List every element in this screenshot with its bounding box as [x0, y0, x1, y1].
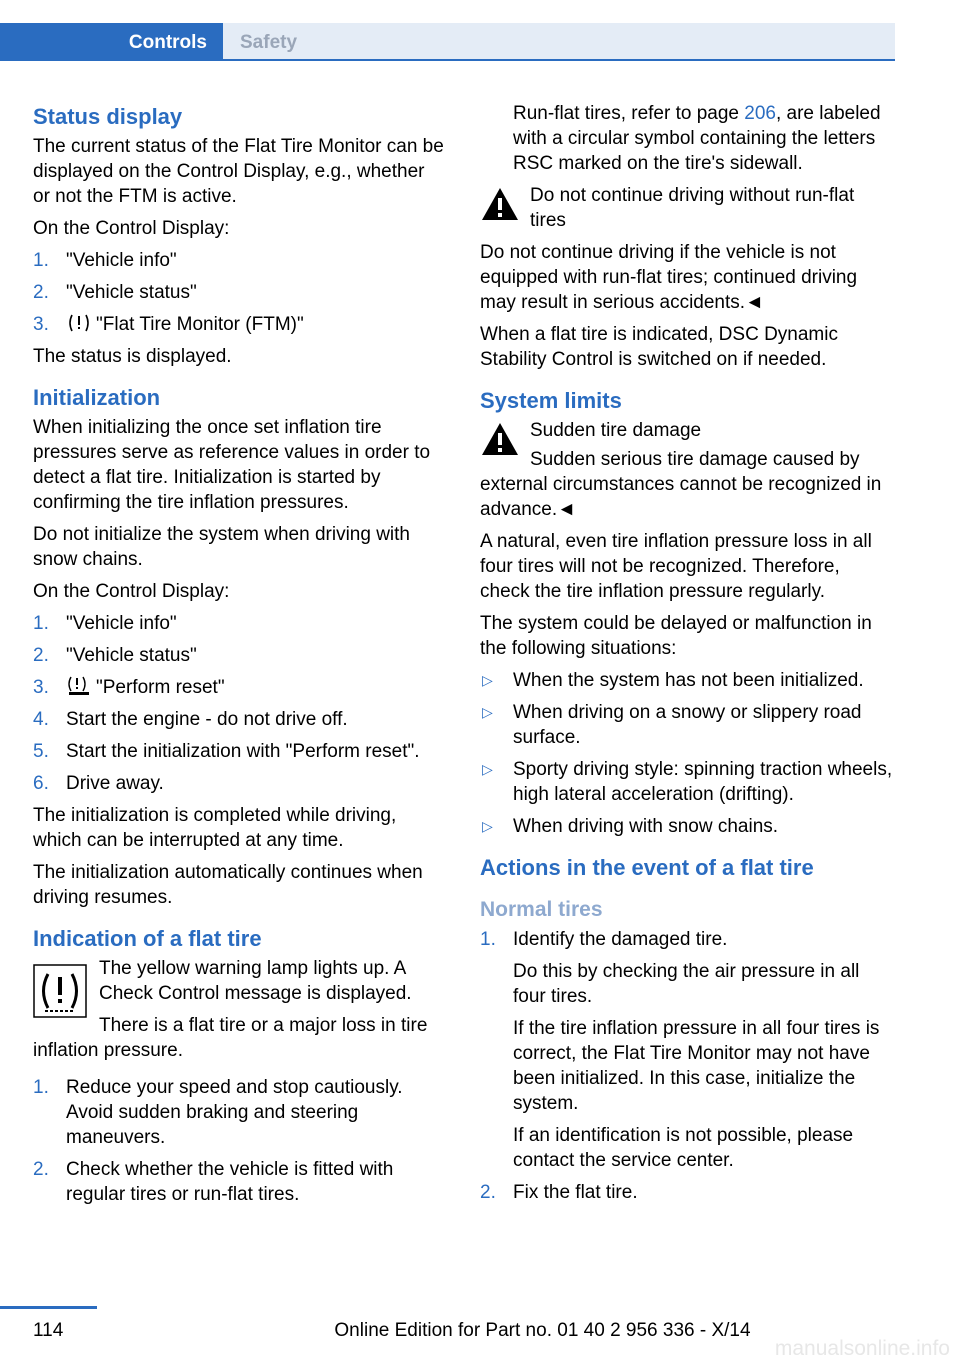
initialization-heading: Initialization	[33, 385, 161, 410]
list-item: 3. "Flat Tire Monitor (FTM)"	[33, 314, 304, 335]
limits-paragraph-2: The system could be delayed or malfunction in the following situations:	[480, 613, 872, 659]
warning-runflat-body: Do not continue driving if the vehicle is not equipped with run-flat tires; continued driving may result in serious accidents.◄	[480, 242, 858, 313]
list-item: 6. Drive away.	[33, 773, 164, 794]
list-item: 2. "Vehicle status"	[33, 282, 197, 303]
warning-lamp-block	[33, 956, 446, 1006]
list-item: 5. Start the initialization with "Perform reset".	[33, 741, 420, 762]
init-paragraph-1: When initializing the once set inflation tire pressures serve as reference values in order to detect a flat tire. Initialization is started by confirming the tire inflation pressures.	[33, 417, 431, 513]
list-item: 4. Start the engine - do not drive off.	[33, 709, 348, 730]
system-limits-heading: System limits	[480, 388, 622, 413]
init-paragraph-4: The initialization automatically continues when driving resumes.	[33, 862, 423, 908]
tab-safety[interactable]: Safety	[223, 23, 895, 61]
status-intro: The current status of the Flat Tire Monitor can be displayed on the Control Display, e.g., whether or not the FTM is active.	[33, 136, 444, 207]
page-link-206[interactable]: 206	[744, 103, 776, 124]
limits-bullets	[480, 668, 894, 839]
warning-triangle-icon	[480, 421, 520, 457]
flat-tire-lamp-text: The yellow warning lamp lights up. A Check Control message is displayed.	[99, 958, 412, 1004]
status-result: The status is displayed.	[33, 346, 232, 367]
list-item: 2. Fix the flat tire.	[480, 1182, 638, 1203]
list-item: 1. Identify the damaged tire. Do this by checking the air pressure in all four tires. If the tire inflation pressure in all four tires is correct, the Flat Tire Monitor may not have been initialized. In this case, initialize the system. If an identification is not possible, please contact the service center.	[480, 929, 880, 1171]
header-divider	[0, 59, 895, 61]
flat-tire-cause: There is a flat tire or a major loss in tire inflation pressure.	[33, 1015, 428, 1061]
flat-tire-indication-heading: Indication of a flat tire	[33, 926, 262, 951]
status-display-heading: Status display	[33, 104, 183, 129]
list-item: ▷ When driving on a snowy or slippery road surface.	[482, 702, 862, 748]
flat-tire-warning-lamp-icon	[33, 964, 87, 1018]
runflat-note: Run-flat tires, refer to page 206, are labeled with a circular symbol containing the letters RSC marked on the tire's sidewall.	[513, 103, 881, 174]
list-item: ▷ Sporty driving style: spinning traction wheels, high lateral acceleration (drifting).	[482, 759, 893, 805]
warning-sudden-damage-title: Sudden tire damage	[530, 420, 702, 441]
status-steps	[33, 248, 446, 337]
warning-runflat-title: Do not continue driving without run-flat tires	[530, 185, 855, 231]
list-item: 2. Check whether the vehicle is fitted with regular tires or run-flat tires.	[33, 1159, 394, 1205]
edition-footer: Online Edition for Part no. 01 40 2 956 336 - X/14	[334, 1320, 751, 1341]
dsc-note: When a flat tire is indicated, DSC Dynamic Stability Control is switched on if needed.	[480, 324, 838, 370]
tire-init-icon	[66, 676, 92, 696]
tab-controls[interactable]: Controls	[0, 23, 223, 61]
footer-divider	[0, 1306, 97, 1309]
normal-tires-heading: Normal tires	[480, 898, 603, 921]
list-item: ▷ When the system has not been initialized.	[482, 670, 864, 691]
warning-triangle-icon	[480, 186, 520, 222]
warning-sudden-damage-body: Sudden serious tire damage caused by external circumstances cannot be recognized in advance.◄	[480, 449, 882, 520]
list-item: 2. "Vehicle status"	[33, 645, 197, 666]
init-paragraph-3: The initialization is completed while driving, which can be interrupted at any time.	[33, 805, 397, 851]
warning-sudden-damage	[480, 418, 894, 443]
flat-tire-actions-heading: Actions in the event of a flat tire	[480, 855, 814, 880]
list-item: 1. Reduce your speed and stop cautiously. Avoid sudden braking and steering maneuvers.	[33, 1077, 403, 1148]
header-bar	[0, 0, 895, 61]
init-steps	[33, 611, 446, 796]
list-item: 1. "Vehicle info"	[33, 250, 177, 271]
init-on-control-display: On the Control Display:	[33, 581, 230, 602]
warning-runflat	[480, 183, 894, 233]
limits-paragraph-1: A natural, even tire inflation pressure loss in all four tires will not be recognized. Therefore, check the tire inflation pressure regularly.	[480, 531, 872, 602]
watermark: manualsonline.info	[774, 1337, 950, 1360]
page-number: 114	[33, 1320, 64, 1341]
list-item: 3. "Perform reset"	[33, 677, 225, 698]
init-paragraph-2: Do not initialize the system when driving with snow chains.	[33, 524, 411, 570]
tire-warning-icon	[66, 313, 92, 333]
list-item: ▷ When driving with snow chains.	[482, 816, 779, 837]
right-column	[480, 101, 894, 1212]
left-column	[33, 100, 446, 1214]
flat-tire-steps	[33, 1075, 446, 1207]
status-on-control-display: On the Control Display:	[33, 218, 230, 239]
list-item: 1. "Vehicle info"	[33, 613, 177, 634]
normal-tires-steps	[480, 927, 894, 1205]
